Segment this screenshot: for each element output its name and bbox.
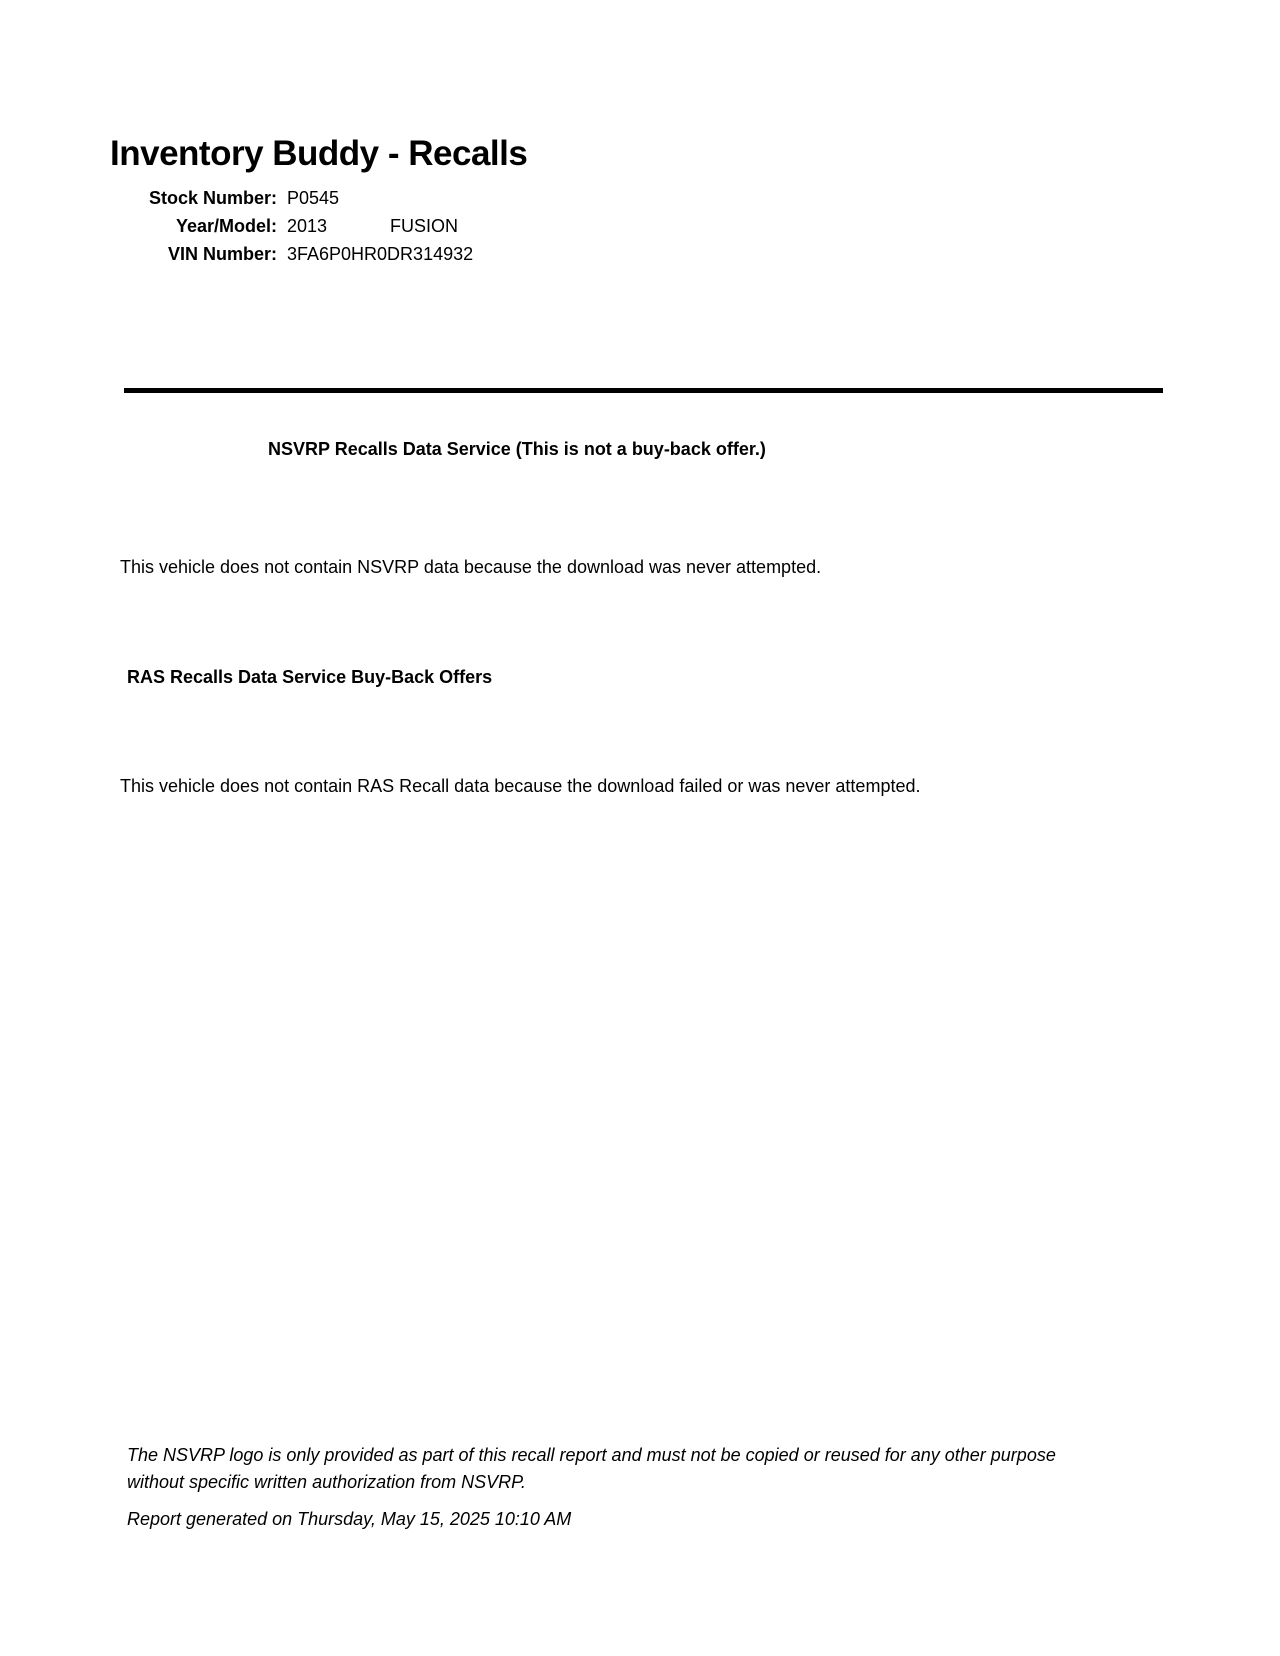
- ras-section-heading: RAS Recalls Data Service Buy-Back Offers: [127, 667, 493, 687]
- vehicle-info-row-year-model: [110, 212, 473, 240]
- year-value: 2013: [287, 216, 328, 236]
- vin-number-label: VIN Number:: [167, 244, 277, 264]
- nsvrp-section-heading: NSVRP Recalls Data Service (This is not a buy-back offer.): [268, 439, 766, 459]
- nsvrp-section-body: This vehicle does not contain NSVRP data because the download was never attempted.: [120, 557, 822, 577]
- year-model-label: Year/Model:: [175, 216, 277, 236]
- model-value: FUSION: [390, 216, 459, 236]
- report-generated-timestamp: Report generated on Thursday, May 15, 2025 10:10 AM: [127, 1509, 572, 1529]
- nsvrp-logo-disclaimer: The NSVRP logo is only provided as part of this recall report and must not be copied or reused for any other purpose without specific written authorization from NSVRP.: [127, 1445, 1056, 1492]
- vehicle-info-row-stock-number: [110, 184, 473, 212]
- stock-number-value: P0545: [287, 188, 340, 208]
- vehicle-info: [110, 184, 473, 268]
- vin-number-value: 3FA6P0HR0DR314932: [287, 244, 474, 264]
- stock-number-label: Stock Number:: [148, 188, 277, 208]
- vehicle-info-row-vin: [110, 240, 473, 268]
- page-title: Inventory Buddy - Recalls: [110, 134, 528, 173]
- horizontal-divider: [124, 388, 1163, 393]
- ras-section-body: This vehicle does not contain RAS Recall data because the download failed or was never attempted.: [120, 776, 921, 796]
